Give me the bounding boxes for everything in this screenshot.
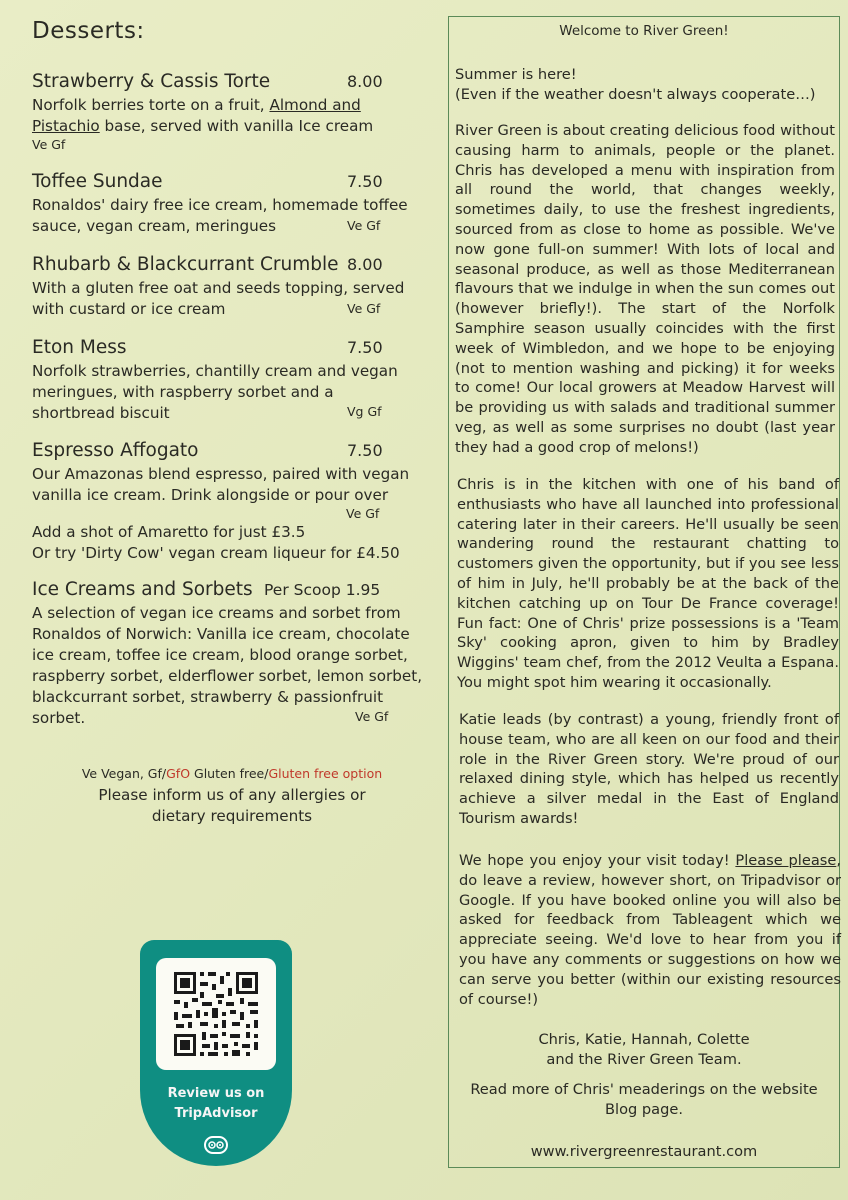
- dietary-tags: Ve Gf: [32, 137, 66, 152]
- blog-note-line-2: Blog page.: [605, 1101, 683, 1118]
- dessert-name: Rhubarb & Blackcurrant Crumble: [32, 254, 339, 275]
- chef-paragraph: Chris is in the kitchen with one of his band of enthusiasts who have all launched into professional catering later in their careers. He'll usually be seen wandering round the restaurant chatting to customers given the opportunity, but if you see less of him in July, he'll probably be at the back of the kitchen catching up on Tour De France coverage! Fun fact: One of Chris' prize possessions is a 'Team Sky' cooking apron, given to him by Bradley Wiggins' team chef, from the 2012 Veulta a Espana. You might spot him wearing it occasionally.: [457, 476, 839, 691]
- please-please-link: Please please: [735, 852, 837, 869]
- dessert-name: Ice Creams and Sorbets: [32, 579, 253, 600]
- tripadvisor-review-badge[interactable]: [140, 940, 292, 1166]
- dessert-price: 7.50: [347, 441, 383, 460]
- dietary-legend: Ve Vegan, Gf/GfO Gluten free/Gluten free option: [81, 766, 383, 781]
- dessert-description: With a gluten free oat and seeds topping, served with custard or ice cream: [32, 279, 405, 318]
- dessert-item: [32, 169, 427, 237]
- dessert-item: [32, 335, 427, 424]
- dessert-price: Per Scoop 1.95: [264, 581, 381, 599]
- dessert-item: [32, 438, 427, 564]
- dessert-price: 8.00: [347, 255, 383, 274]
- dessert-description: Norfolk strawberries, chantilly cream and vegan meringues, with raspberry sorbet and a shortbread biscuit: [32, 362, 398, 422]
- qr-code[interactable]: [156, 958, 276, 1070]
- dessert-name: Espresso Affogato: [32, 440, 199, 461]
- dessert-price: 7.50: [347, 338, 383, 357]
- qr-code-icon: [156, 958, 276, 1070]
- review-paragraph: We hope you enjoy your visit today! Please please, do leave a review, however short, on Tripadvisor or Google. If you have booked online you will also be asked for feedback from Tableagent which we appreciate seeing. We'd love to hear from you if you have any comments or suggestions on how we can serve you better (within our existing resources of course!): [459, 852, 841, 1008]
- dessert-name: Strawberry & Cassis Torte: [32, 71, 271, 92]
- signoff-line-2: and the River Green Team.: [546, 1051, 742, 1068]
- desserts-heading: Desserts:: [32, 18, 145, 44]
- front-of-house-paragraph: Katie leads (by contrast) a young, friendly front of house team, who are all keen on our food and their role in the River Green story. We're proud of our relaxed dining style, which has helped us recently achieve a silver medal in the East of England Tourism awards!: [459, 711, 839, 827]
- dietary-tags: Ve Gf: [355, 709, 389, 724]
- dessert-description: Our Amazonas blend espresso, paired with vegan vanilla ice cream. Drink alongside or pour over: [32, 465, 410, 504]
- dietary-tags: Ve Gf: [346, 506, 380, 521]
- dessert-description: Ronaldos' dairy free ice cream, homemade toffee sauce, vegan cream, meringues: [32, 196, 408, 235]
- dietary-tags: Ve Gf: [347, 301, 381, 316]
- website-link[interactable]: www.rivergreenrestaurant.com: [530, 1143, 758, 1160]
- dessert-price: 7.50: [347, 172, 383, 191]
- dessert-name: Eton Mess: [32, 337, 127, 358]
- welcome-panel: [448, 16, 840, 1168]
- dietary-tags: Vg Gf: [347, 404, 382, 419]
- blog-note-line-1: Read more of Chris' meaderings on the website: [470, 1081, 818, 1098]
- dessert-description: A selection of vegan ice creams and sorbet from Ronaldos of Norwich: Vanilla ice cream, chocolate ice cream, toffee ice cream, blood orange sorbet, raspberry sorbet, elderflower sorbet, lemon sorbet, blackcurrant sorbet, strawberry & passionfruit sorbet.: [32, 604, 423, 727]
- tripadvisor-label: Review us on TripAdvisor: [167, 1086, 265, 1121]
- dietary-tags: Ve Gf: [347, 218, 381, 233]
- allergy-note: Please inform us of any allergies or dietary requirements: [98, 786, 366, 825]
- dessert-price: 8.00: [347, 72, 383, 91]
- intro-paragraph: Summer is here! (Even if the weather doesn't always cooperate…): [455, 66, 816, 103]
- dessert-description: Norfolk berries torte on a fruit, Almond and Pistachio base, served with vanilla Ice cream: [32, 96, 374, 135]
- dessert-name: Toffee Sundae: [32, 171, 163, 192]
- signoff-line-1: Chris, Katie, Hannah, Colette: [538, 1031, 750, 1048]
- about-paragraph: River Green is about creating delicious food without causing harm to animals, people or the planet. Chris has developed a menu with inspiration from all round the world, that changes weekly, sometimes daily, to use the freshest ingredients, sourced from as close to home as possible. We've now gone full-on summer! With lots of local and seasonal produce, as well as those Mediterranean flavours that we indulge in when the sun comes out (however briefly!). The start of the Norfolk Samphire season usually coincides with the first week of Wimbledon, and we hope to be enjoying (not to mention washing and picking) it for weeks to come! Our local growers at Meadow Harvest will be providing us with salads and traditional summer veg, as well as some surprises no doubt (last year they had a good crop of melons!): [455, 122, 835, 456]
- dessert-addon: Add a shot of Amaretto for just £3.5: [32, 523, 306, 541]
- dessert-item: [32, 252, 427, 320]
- tripadvisor-owl-icon: [204, 1136, 228, 1154]
- dessert-item: [32, 69, 427, 153]
- welcome-title: Welcome to River Green!: [559, 23, 729, 39]
- dessert-item: [32, 577, 427, 729]
- dessert-addon: Or try 'Dirty Cow' vegan cream liqueur for £4.50: [32, 544, 400, 562]
